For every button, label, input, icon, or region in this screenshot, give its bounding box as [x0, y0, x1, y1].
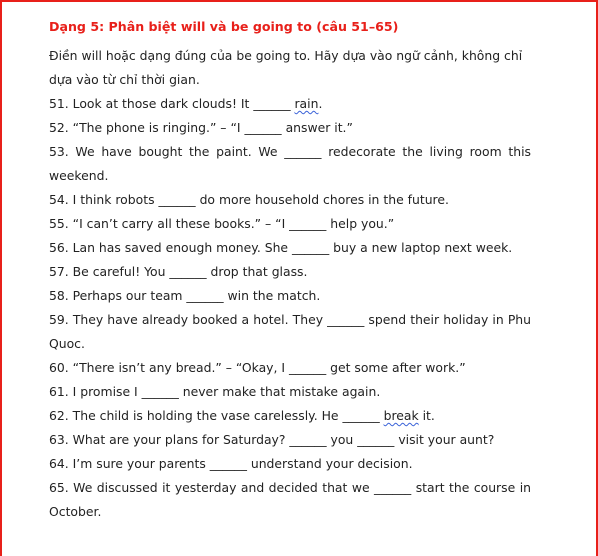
question-text: 59. They have already booked a hotel. They ______ spend their holiday in Phu Quoc.: [49, 312, 531, 351]
question-65: [49, 476, 531, 524]
question-text: 65. We discussed it yesterday and decided that we ______ start the course in October.: [49, 480, 531, 519]
question-57: [49, 260, 531, 284]
question-text-end: it.: [418, 408, 435, 423]
question-59: [49, 308, 531, 356]
spellcheck-word: break: [383, 408, 419, 423]
spellcheck-word: rain: [294, 96, 319, 111]
question-text: 55. “I can’t carry all these books.” – “I ______ help you.”: [49, 216, 395, 231]
question-64: [49, 452, 531, 476]
question-text: 57. Be careful! You ______ drop that glass.: [49, 264, 308, 279]
question-text: 61. I promise I ______ never make that mistake again.: [49, 384, 381, 399]
question-text: 56. Lan has saved enough money. She ______ buy a new laptop next week.: [49, 240, 513, 255]
question-56: [49, 236, 531, 260]
question-54: [49, 188, 531, 212]
exercise-content: [49, 15, 531, 524]
question-text: 52. “The phone is ringing.” – “I ______ answer it.”: [49, 120, 353, 135]
question-55: [49, 212, 531, 236]
question-60: [49, 356, 531, 380]
section-heading: Dạng 5: Phân biệt will và be going to (câu 51–65): [49, 19, 399, 34]
question-63: [49, 428, 531, 452]
question-text: 54. I think robots ______ do more household chores in the future.: [49, 192, 449, 207]
question-61: [49, 380, 531, 404]
question-51: [49, 92, 531, 116]
question-text: 63. What are your plans for Saturday? ______ you ______ visit your aunt?: [49, 432, 495, 447]
question-text-end: .: [318, 96, 323, 111]
question-53: [49, 140, 531, 188]
question-text: 60. “There isn’t any bread.” – “Okay, I ______ get some after work.”: [49, 360, 466, 375]
question-text: 58. Perhaps our team ______ win the match.: [49, 288, 321, 303]
question-58: [49, 284, 531, 308]
instruction-text: Điền will hoặc dạng đúng của be going to. Hãy dựa vào ngữ cảnh, không chỉ dựa vào từ chỉ thời gian.: [49, 48, 523, 87]
question-52: [49, 116, 531, 140]
question-text: 62. The child is holding the vase carelessly. He ______: [49, 408, 384, 423]
question-text: 53. We have bought the paint. We ______ redecorate the living room this weekend.: [49, 144, 531, 183]
question-text: 64. I’m sure your parents ______ understand your decision.: [49, 456, 413, 471]
question-text: 51. Look at those dark clouds! It ______: [49, 96, 295, 111]
question-62: [49, 404, 531, 428]
